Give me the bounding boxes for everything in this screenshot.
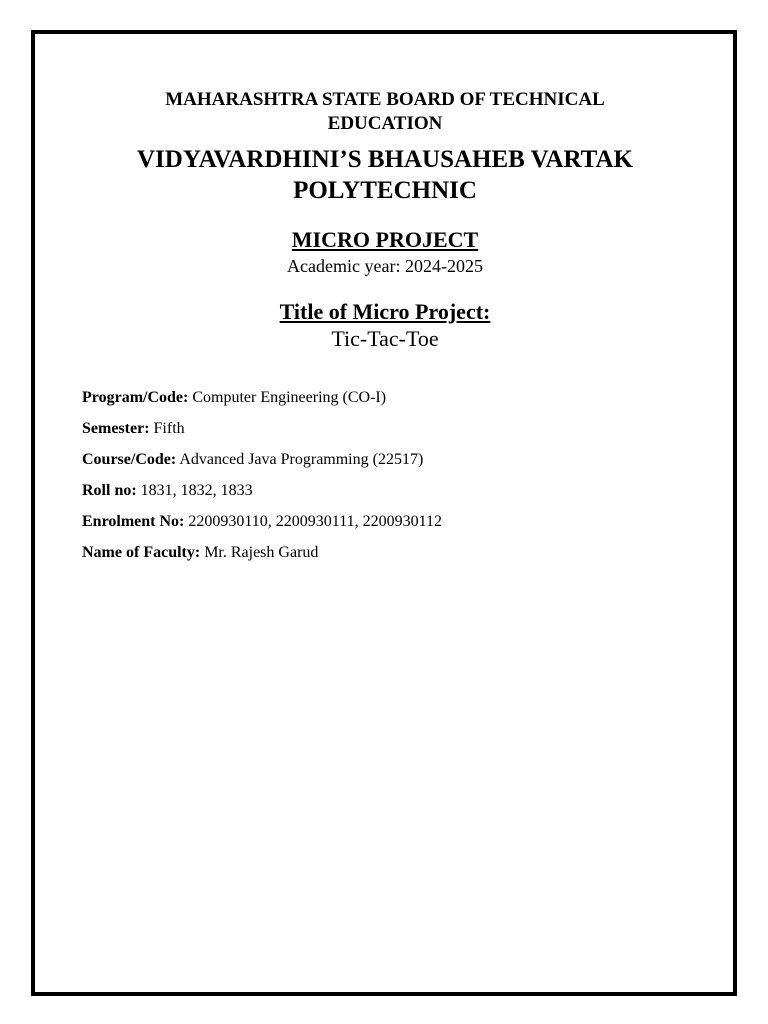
detail-row-course-code <box>82 448 702 479</box>
project-title-heading: Title of Micro Project: <box>279 299 491 324</box>
micro-project-heading: MICRO PROJECT <box>291 227 479 252</box>
detail-label: Program/Code: <box>82 389 189 406</box>
detail-row-enrolment-no <box>82 510 702 541</box>
detail-label: Enrolment No: <box>82 513 185 530</box>
detail-row-faculty <box>82 541 702 572</box>
detail-row-roll-no <box>82 479 702 510</box>
detail-value: 1831, 1832, 1833 <box>140 482 253 499</box>
college-name-line-1: VIDYAVARDHINI’S BHAUSAHEB VARTAK <box>136 146 634 173</box>
board-name-line-1: MAHARASHTRA STATE BOARD OF TECHNICAL <box>165 89 605 110</box>
project-details <box>82 386 702 572</box>
detail-value: Mr. Rajesh Garud <box>204 544 319 561</box>
page-border-bottom-line <box>31 994 737 995</box>
college-name <box>40 144 730 206</box>
detail-value: Fifth <box>153 420 185 437</box>
academic-year: Academic year: 2024-2025 <box>287 256 483 276</box>
detail-row-program-code <box>82 386 702 417</box>
detail-label: Name of Faculty: <box>82 544 201 561</box>
detail-value: Computer Engineering (CO-I) <box>192 389 387 406</box>
detail-label: Course/Code: <box>82 451 177 468</box>
detail-value: 2200930110, 2200930111, 2200930112 <box>188 513 442 530</box>
board-name-line-2: EDUCATION <box>327 113 443 134</box>
project-title-value: Tic-Tac-Toe <box>331 326 439 351</box>
detail-row-semester <box>82 417 702 448</box>
detail-label: Semester: <box>82 420 150 437</box>
board-name <box>40 88 730 136</box>
detail-label: Roll no: <box>82 482 137 499</box>
college-name-line-2: POLYTECHNIC <box>293 177 477 204</box>
detail-value: Advanced Java Programming (22517) <box>179 451 424 468</box>
